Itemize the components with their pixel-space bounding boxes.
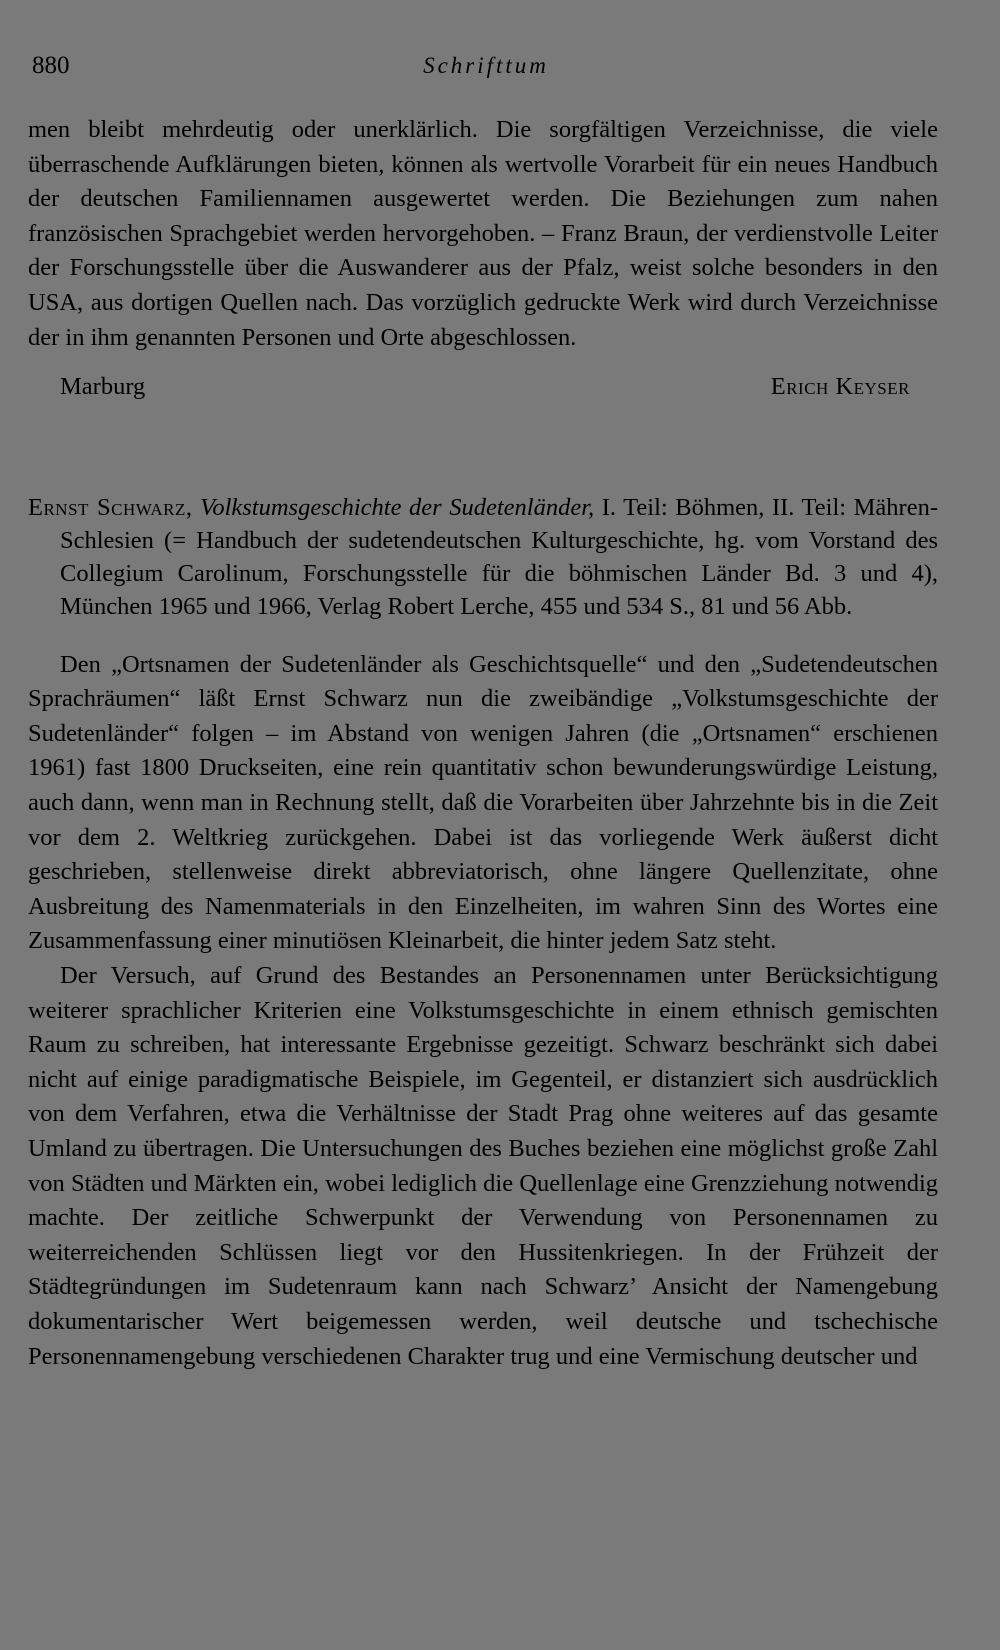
book-details: I. Teil: Böhmen, II. Teil: Mähren-Schlesien (= Handbuch der sudetendeutschen Kulturgeschichte, hg. vom Vorstand des Collegium Carolinum, Forschungsstelle für die böhmischen Länder Bd. 3 und 4), München 1965 und 1966, Verlag Robert Lerche, 455 und 534 S., 81 und 56 Abb.: [60, 494, 938, 621]
page-content: [28, 113, 938, 1374]
review-signature: [28, 373, 938, 401]
review-paragraph-1: Den „Ortsnamen der Sudetenländer als Geschichtsquelle“ und den „Sudetendeutschen Sprachräumen“ läßt Ernst Schwarz nun die zweibändige „Volkstumsgeschichte der Sudetenländer“ folgen – im Abstand von wenigen Jahren (die „Ortsnamen“ erschienen 1961) fast 1800 Druckseiten, eine rein quantitativ schon bewunderungswürdige Leistung, auch dann, wenn man in Rechnung stellt, daß die Vorarbeiten über Jahrzehnte bis in die Zeit vor dem 2. Weltkrieg zurückgehen. Dabei ist das vorliegende Werk äußerst dicht geschrieben, stellenweise direkt abbreviatorisch, ohne längere Quellenzitate, ohne Ausbreitung des Namenmaterials in den Einzelheiten, im wahren Sinn des Wortes eine Zusammenfassung einer minutiösen Kleinarbeit, die hinter jedem Satz steht.: [28, 650, 938, 955]
page-header: [32, 52, 940, 84]
book-title: Volkstumsgeschichte der Sudetenländer,: [200, 494, 595, 522]
review-body: [28, 648, 938, 1374]
running-title: Schrifttum: [423, 53, 549, 78]
signature-author: Erich Keyser: [770, 373, 910, 401]
book-author: Ernst Schwarz,: [28, 494, 193, 522]
previous-review-text: men bleibt mehrdeutig oder unerklärlich. Die sorgfältigen Verzeichnisse, die viele überraschende Aufklärungen bieten, können als wertvolle Vorarbeit für ein neues Handbuch der deutschen Familiennamen ausgewertet werden. Die Beziehungen zum nahen französischen Sprachgebiet werden hervorgehoben. – Franz Braun, der verdienstvolle Leiter der Forschungsstelle über die Auswanderer aus der Pfalz, weist solche besonders in den USA, aus dortigen Quellen nach. Das vorzüglich gedruckte Werk wird durch Verzeichnisse der in ihm genannten Personen und Orte abgeschlossen.: [28, 116, 938, 351]
review-paragraph-2: Der Versuch, auf Grund des Bestandes an Personennamen unter Berücksichtigung weiterer sprachlicher Kriterien eine Volkstumsgeschichte in einem ethnisch gemischten Raum zu schreiben, hat interessante Ergebnisse gezeitigt. Schwarz beschränkt sich dabei nicht auf einige paradigmatische Beispiele, im Gegenteil, er distanziert sich ausdrücklich von dem Verfahren, etwa die Verhältnisse der Stadt Prag ohne weiteres auf das gesamte Umland zu übertragen. Die Untersuchungen des Buches beziehen eine möglichst große Zahl von Städten und Märkten ein, wobei lediglich die Quellenlage eine Grenzziehung notwendig machte. Der zeitliche Schwerpunkt der Verwendung von Personennamen zu weiterreichenden Schlüssen liegt vor den Hussitenkriegen. In der Frühzeit der Städtegründungen im Sudetenraum kann nach Schwarz’ Ansicht der Namengebung dokumentarischer Wert beigemessen werden, weil deutsche und tschechische Personennamengebung verschiedenen Charakter trug und eine Vermischung deutscher und: [28, 962, 938, 1370]
page-number: 880: [32, 52, 70, 79]
signature-place: Marburg: [60, 373, 146, 401]
bibliographic-entry: [28, 491, 938, 623]
